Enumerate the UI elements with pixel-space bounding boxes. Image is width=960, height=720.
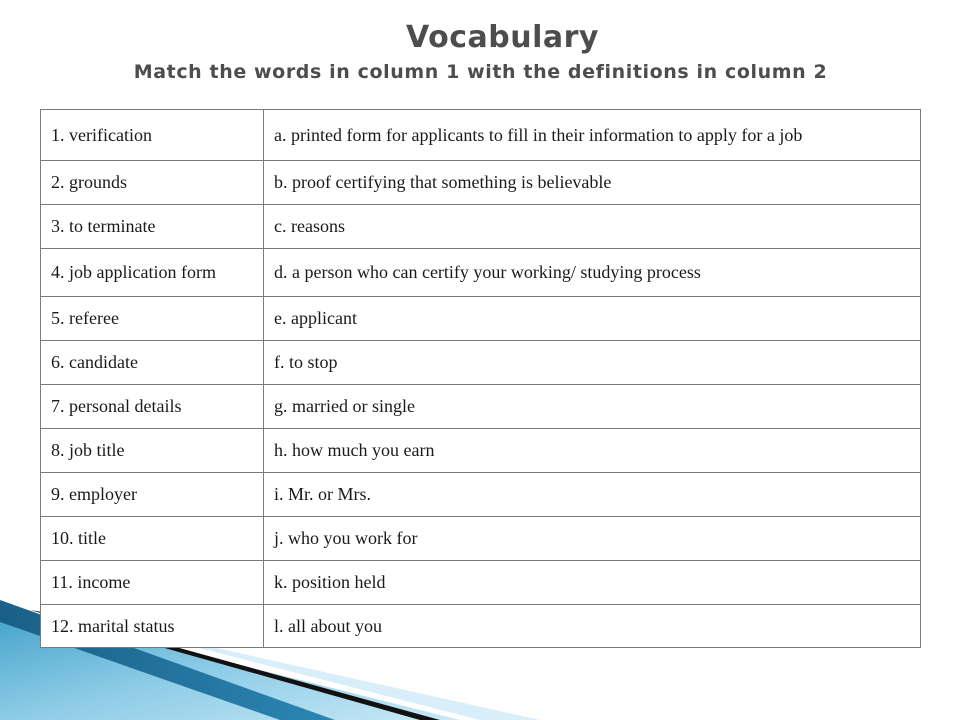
- word-cell: 9. employer: [41, 473, 264, 517]
- definition-cell: d. a person who can certify your working/ studying process: [264, 249, 921, 297]
- word-cell: 7. personal details: [41, 385, 264, 429]
- definition-cell: i. Mr. or Mrs.: [264, 473, 921, 517]
- word-cell: 11. income: [41, 561, 264, 605]
- definition-cell: l. all about you: [264, 605, 921, 648]
- definition-cell: j. who you work for: [264, 517, 921, 561]
- word-cell: 6. candidate: [41, 341, 264, 385]
- word-cell: 3. to terminate: [41, 205, 264, 249]
- word-cell: 4. job application form: [41, 249, 264, 297]
- table-row: [41, 473, 921, 517]
- table-row: [41, 385, 921, 429]
- vocabulary-table: [40, 109, 921, 648]
- definition-cell: f. to stop: [264, 341, 921, 385]
- table-row: [41, 517, 921, 561]
- word-cell: 12. marital status: [41, 605, 264, 648]
- definition-cell: g. married or single: [264, 385, 921, 429]
- table-row: [41, 561, 921, 605]
- definition-cell: k. position held: [264, 561, 921, 605]
- definition-cell: h. how much you earn: [264, 429, 921, 473]
- definition-cell: c. reasons: [264, 205, 921, 249]
- table-row: [41, 429, 921, 473]
- slide-subtitle: Match the words in column 1 with the definitions in column 2: [133, 61, 828, 83]
- table-row: [41, 161, 921, 205]
- word-cell: 10. title: [41, 517, 264, 561]
- word-cell: 8. job title: [41, 429, 264, 473]
- table-row: [41, 297, 921, 341]
- word-cell: 5. referee: [41, 297, 264, 341]
- definition-cell: e. applicant: [264, 297, 921, 341]
- slide-title: Vocabulary: [406, 20, 599, 55]
- word-cell: 1. verification: [41, 110, 264, 161]
- table-row: [41, 605, 921, 648]
- slide-header: [0, 20, 960, 84]
- table-row: [41, 249, 921, 297]
- word-cell: 2. grounds: [41, 161, 264, 205]
- table-row: [41, 110, 921, 161]
- table-row: [41, 205, 921, 249]
- definition-cell: a. printed form for applicants to fill in their information to apply for a job: [264, 110, 921, 161]
- table-row: [41, 341, 921, 385]
- definition-cell: b. proof certifying that something is believable: [264, 161, 921, 205]
